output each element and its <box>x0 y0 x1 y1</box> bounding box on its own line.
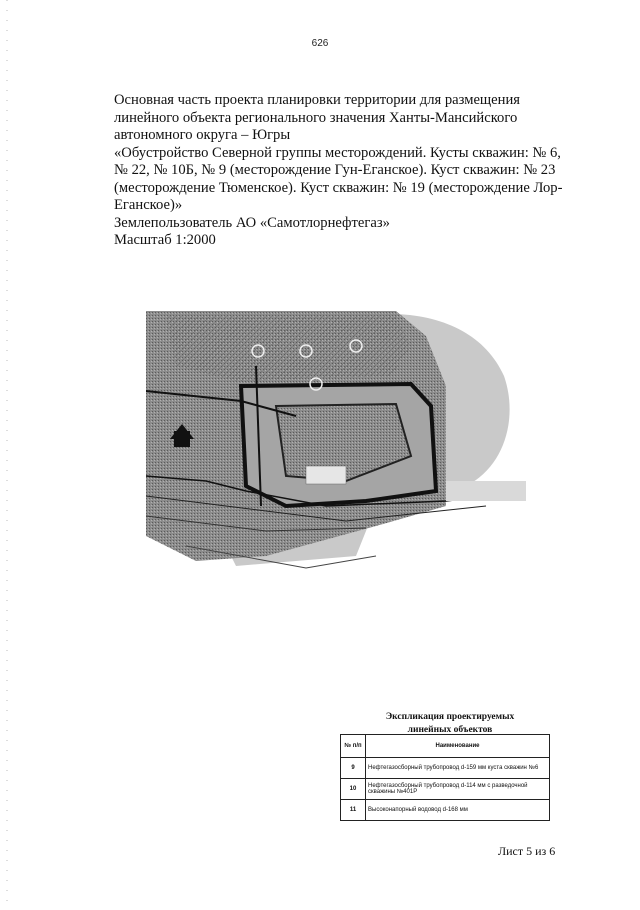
site-plan-map <box>146 306 526 606</box>
legend-title-line: Экспликация проектируемых <box>385 712 515 722</box>
legend-row-name: Нефтегазосборный трубопровод d-159 мм куста скважин №6 <box>366 758 550 779</box>
header-line: Основная часть проекта планировки территории для размещения <box>114 92 520 108</box>
header-line: линейного объекта регионального значения Ханты-Мансийского <box>114 109 518 126</box>
legend-row <box>341 758 550 779</box>
page-number: 626 <box>311 38 329 49</box>
sheet-footer: Лист 5 из 6 <box>498 844 556 858</box>
header-line: № 22, № 10Б, № 9 (месторождение Гун-Еганское). Куст скважин: № 23 <box>114 162 556 178</box>
legend-row-num: 9 <box>341 758 366 779</box>
header-line: Еганское)» <box>114 197 183 213</box>
legend-row <box>341 779 550 800</box>
legend-row-num: 11 <box>341 800 366 821</box>
header-line: (месторождение Тюменское). Куст скважин: № 19 (месторождение Лор- <box>114 179 563 196</box>
legend-col-num: № п/п <box>341 735 366 758</box>
legend-title-line: линейных объектов <box>407 725 493 735</box>
scan-edge-marks <box>6 0 8 905</box>
legend-header-row <box>341 735 550 758</box>
map-light-strip <box>446 481 526 501</box>
document-header <box>114 92 584 250</box>
legend-table <box>340 734 550 821</box>
header-line: «Обустройство Северной группы месторождений. Кусты скважин: № 6, <box>114 144 561 161</box>
legend-row <box>341 800 550 821</box>
header-line: автономного округа – Югры <box>114 127 291 143</box>
legend-col-name: Наименование <box>366 735 550 758</box>
map-hatched-area <box>166 316 411 381</box>
legend-row-name: Нефтегазосборный трубопровод d-114 мм с разведочной скважины №401Р <box>366 779 550 800</box>
legend-row-num: 10 <box>341 779 366 800</box>
header-line: Масштаб 1:2000 <box>114 232 216 248</box>
header-line: Землепользователь АО «Самотлорнефтегаз» <box>114 214 390 231</box>
legend-row-name: Высоконапорный водовод d-168 мм <box>366 800 550 821</box>
map-white-patch <box>306 466 346 484</box>
